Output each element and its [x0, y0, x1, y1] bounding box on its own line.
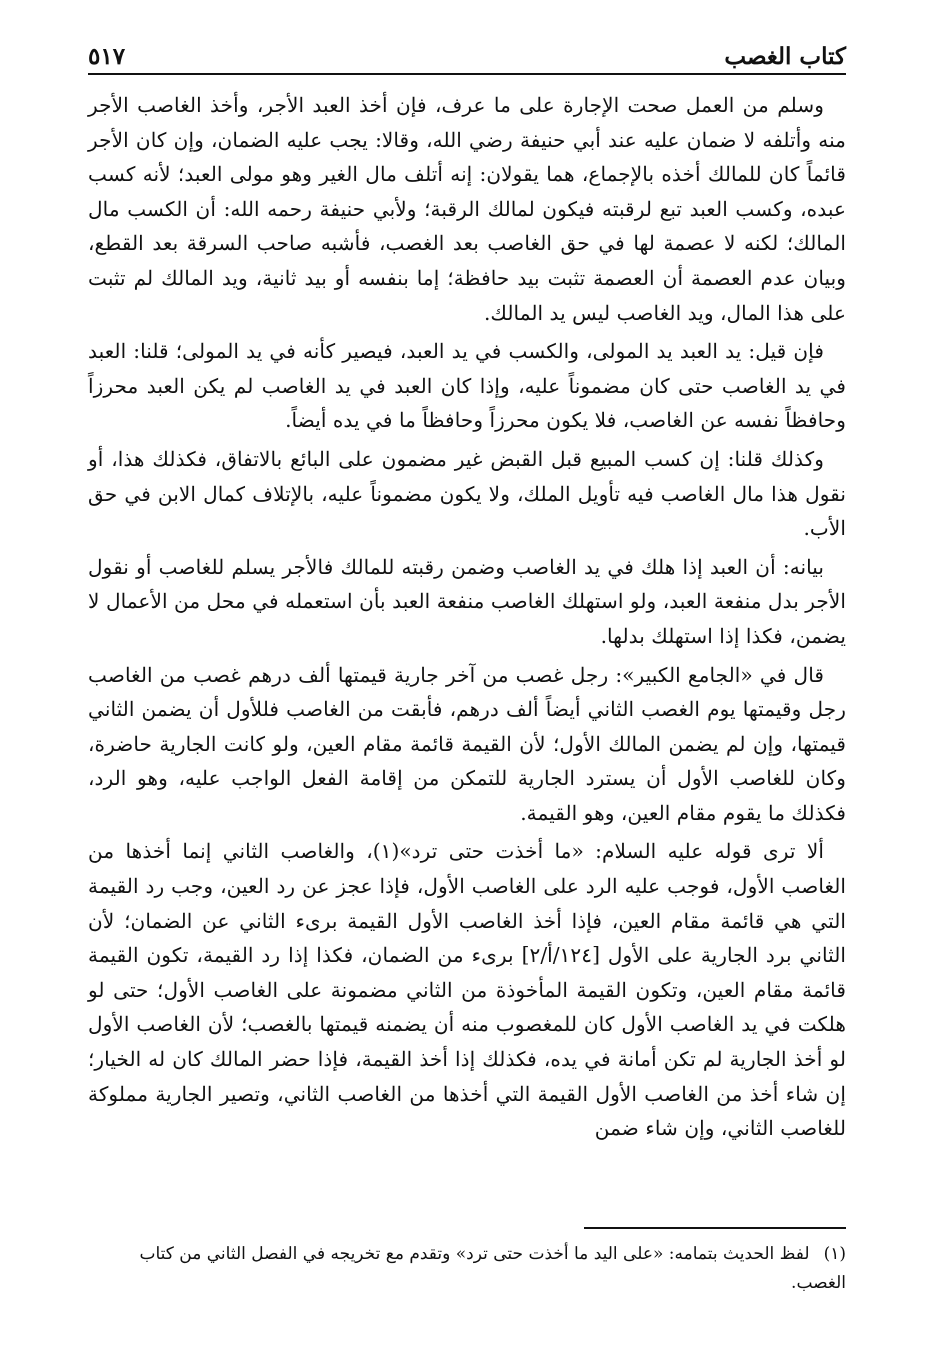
main-text [88, 88, 846, 1150]
paragraph: ألا ترى قوله عليه السلام: «ما أخذت حتى ترد»(١)، والغاصب الثاني إنما أخذها من الغاصب الأول، فوجب عليه الرد على الغاصب الأول، فإذا عجز عن رد العين، وجب رد القيمة التي هي قائمة مقام العين، فإذا أخذ الغاصب الأول القيمة برىء الثاني عن الضمان؛ لأن الثاني برد الجارية على الأول [١٢٤/أ/٢] برىء من الضمان، فكذا إذا رد القيمة، تكون القيمة قائمة مقام العين، وتكون القيمة المأخوذة من الثاني مضمونة على الغاصب الأول؛ حتى لو هلكت في يد الغاصب الأول كان للمغصوب منه أن يضمنه قيمتها بالغصب؛ لأن الغاصب الأول لو أخذ الجارية لم تكن أمانة في يده، فكذلك إذا أخذ القيمة، فإذا حضر المالك كان له الخيار؛ إن شاء أخذ من الغاصب الأول القيمة التي أخذها من الغاصب الثاني، وتصير الجارية مملوكة للغاصب الثاني، وإن شاء ضمن [88, 839, 847, 1141]
page-header [88, 30, 846, 70]
chapter-title: كتاب الغصب [724, 43, 846, 70]
paragraph: بيانه: أن العبد إذا هلك في يد الغاصب وضمن رقبته للمالك فالأجر يسلم للغاصب أو نقول الأجر بدل منفعة العبد، ولو استهلك الغاصب منفعة العبد بأن استعمله في محل من الأعمال لا يضمن، فكذا إذا استهلك بدلها. [88, 554, 846, 648]
footnote-divider [584, 1227, 846, 1229]
paragraph: وسلم من العمل صحت الإجارة على ما عرف، فإن أخذ العبد الأجر، وأخذ الغاصب الأجر منه وأتلفه لا ضمان عليه عند أبي حنيفة رضي الله، وقالا: يجب عليه الضمان، وإن كان الأجر قائماً كان للمالك أخذه بالإجماع، هما يقولان: إنه أتلف مال الغير وهو مولى العبد؛ لأنه كسب عبده، وكسب العبد تبع لرقبته فيكون لمالك الرقبة؛ ولأبي حنيفة رحمه الله: أن الكسب مال المالك؛ لكنه لا عصمة لها في حق الغاصب بعد الغصب، فأشبه صاحب السرقة بعد القطع، وبيان عدم العصمة أن العصمة تثبت بيد حافظة؛ إما بنفسه أو بيد ثانية، ويد المالك لم تثبت على هذا المال، ويد الغاصب ليس يد المالك. [88, 93, 846, 325]
paragraph: وكذلك قلنا: إن كسب المبيع قبل القبض غير مضمون على البائع بالاتفاق، فكذلك هذا، أو نقول هذا مال الغاصب فيه تأويل الملك، ولا يكون مضموناً عليه، بالإتلاف كمال الابن في حق الأب. [88, 446, 846, 541]
page-number: ٥١٧ [88, 43, 126, 70]
footnote-number: (١) [823, 1244, 846, 1264]
footnote-text: لفظ الحديث بتمامه: «على اليد ما أخذت حتى ترد» وتقدم مع تخريجه في الفصل الثاني من كتاب الغصب. [139, 1244, 846, 1293]
paragraph: فإن قيل: يد العبد يد المولى، والكسب في يد العبد، فيصير كأنه في يد المولى؛ قلنا: العبد في يد الغاصب حتى كان مضموناً عليه، وإذا كان العبد في يد الغاصب لم يكن العبد محرزاً وحافظاً نفسه عن الغاصب، فلا يكون محرزاً وحافظاً ما في يده أيضاً. [88, 339, 846, 433]
header-divider [88, 73, 846, 75]
paragraph: قال في «الجامع الكبير»: رجل غصب من آخر جارية قيمتها ألف درهم غصب من الغاصب رجل وقيمتها يوم الغصب الثاني أيضاً ألف درهم، فأبقت من الغاصب فللأول أن يضمن الثاني قيمتها، وإن لم يضمن المالك الأول؛ لأن القيمة قائمة مقام العين، ولو كانت الجارية حاضرة، وكان للغاصب الأول أن يسترد الجارية للتمكن من إقامة الفعل الواجب عليه، وهو الرد، فكذلك ما يقوم مقام العين، وهو القيمة. [88, 662, 846, 825]
footnote [88, 1240, 846, 1298]
